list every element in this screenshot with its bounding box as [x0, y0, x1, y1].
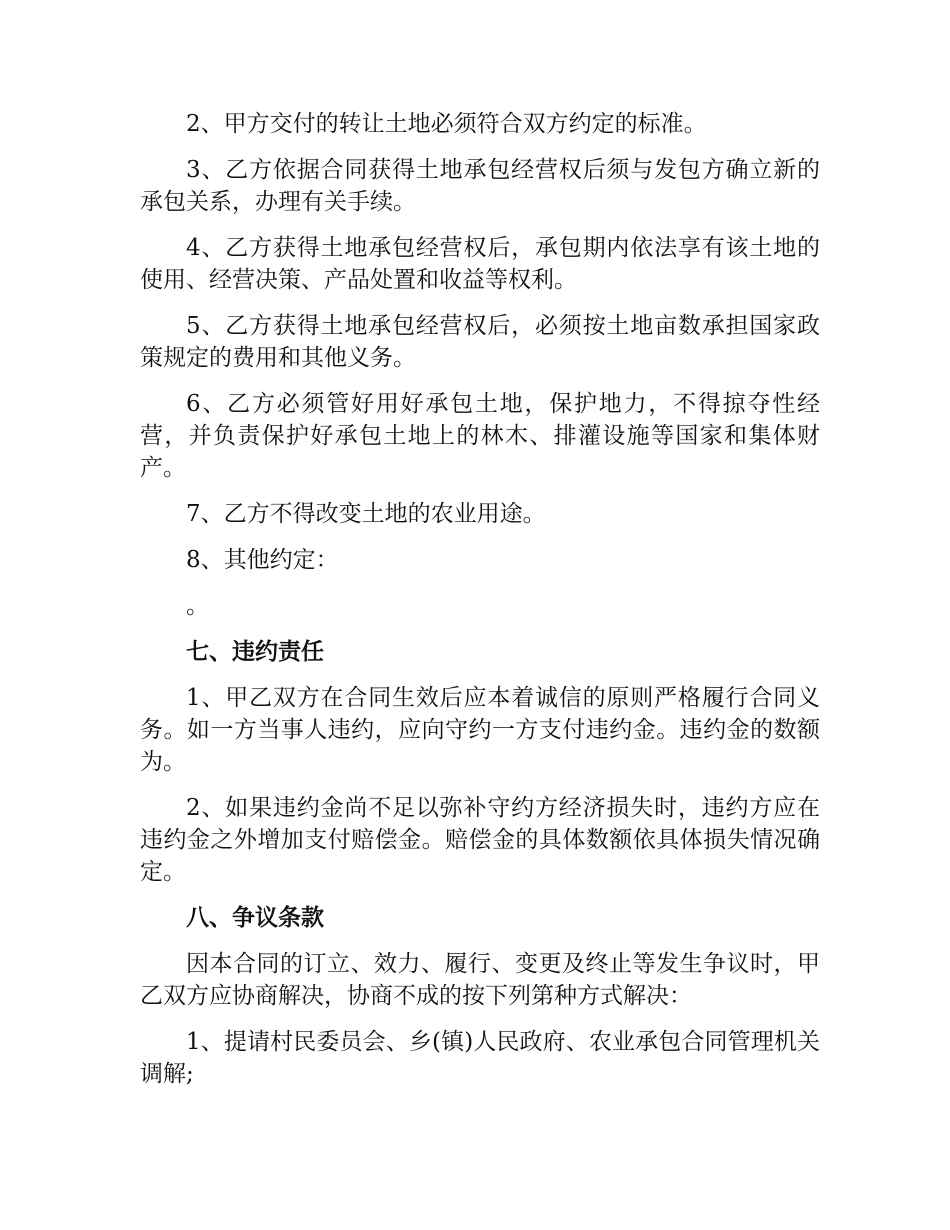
clause-5: 5、乙方获得土地承包经营权后，必须按土地亩数承担国家政策规定的费用和其他义务。 — [140, 313, 820, 371]
dispute-intro: 因本合同的订立、效力、履行、变更及终止等发生争议时，甲乙双方应协商解决，协商不成的按下列第种方式解决： — [140, 951, 820, 1009]
breach-clause-2: 2、如果违约金尚不足以弥补守约方经济损失时，违约方应在违约金之外增加支付赔偿金。赔偿金的具体数额依具体损失情况确定。 — [140, 795, 820, 885]
clause-4: 4、乙方获得土地承包经营权后，承包期内依法享有该土地的使用、经营决策、产品处置和收益等权利。 — [140, 235, 820, 293]
clause-2: 2、甲方交付的转让土地必须符合双方约定的标准。 — [186, 111, 707, 137]
document-page — [140, 108, 820, 1104]
section-heading-dispute-terms: 八、争议条款 — [186, 905, 324, 931]
breach-clause-1: 1、甲乙双方在合同生效后应本着诚信的原则严格履行合同义务。如一方当事人违约，应向守约一方支付违约金。违约金的数额为。 — [140, 685, 820, 775]
clause-6: 6、乙方必须管好用好承包土地，保护地力，不得掠夺性经营，并负责保护好承包土地上的林木、排灌设施等国家和集体财产。 — [140, 391, 820, 481]
clause-8: 8、其他约定： — [186, 547, 339, 573]
clause-3: 3、乙方依据合同获得土地承包经营权后须与发包方确立新的承包关系，办理有关手续。 — [140, 157, 820, 215]
dispute-clause-1: 1、提请村民委员会、乡(镇)人民政府、农业承包合同管理机关调解; — [140, 1029, 820, 1087]
section-heading-breach-liability: 七、违约责任 — [186, 639, 324, 665]
clause-8-blank: 。 — [186, 593, 209, 619]
clause-7: 7、乙方不得改变土地的农业用途。 — [186, 501, 546, 527]
